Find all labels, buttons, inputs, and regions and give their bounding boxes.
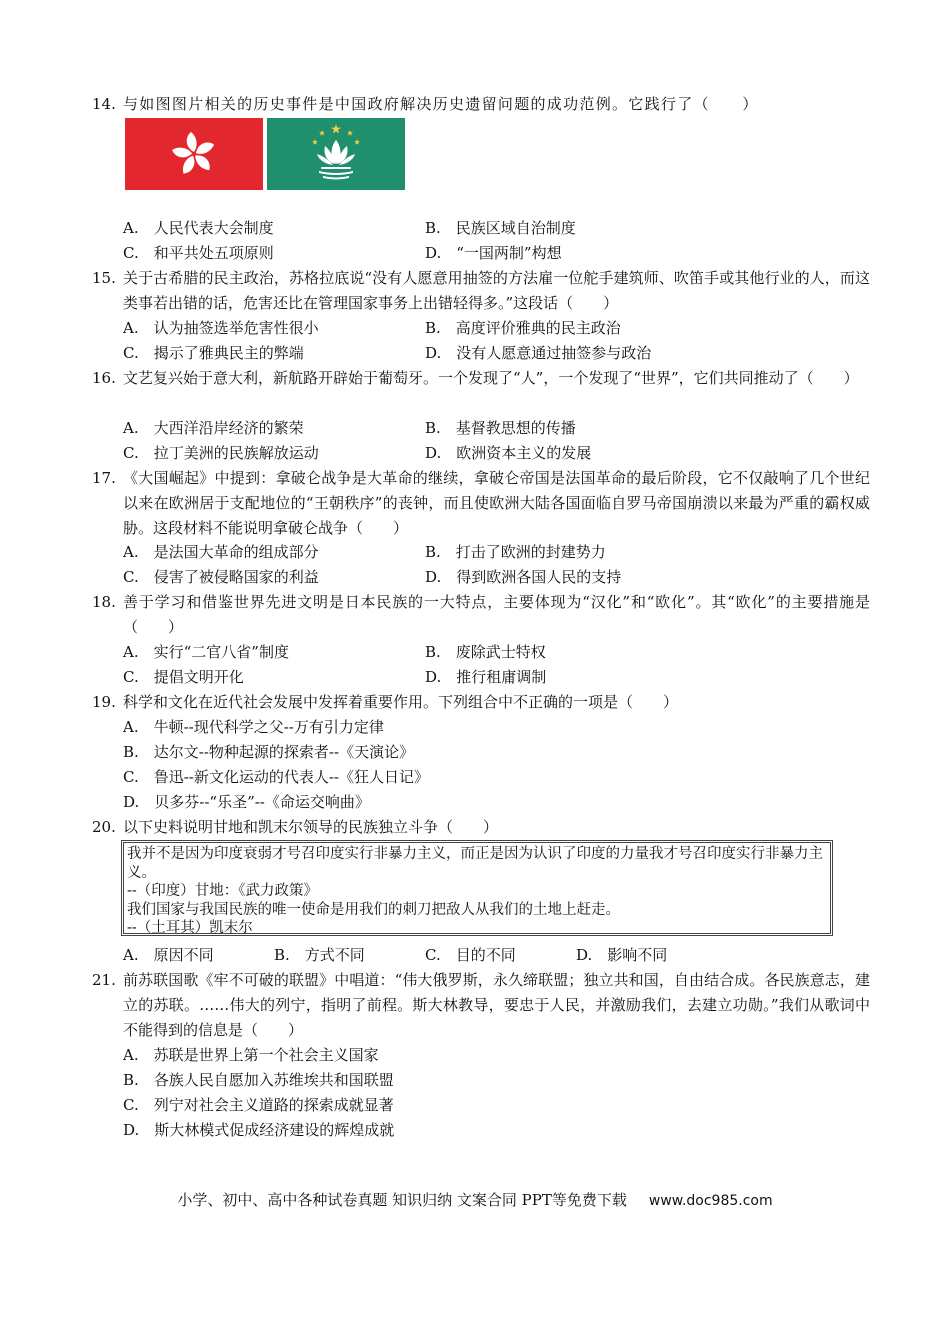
- question-number: 16.: [92, 369, 116, 387]
- q20-option-a: A. 原因不同: [123, 946, 214, 964]
- q15-option-a: A. 认为抽签选举危害性很小: [123, 319, 319, 337]
- question-number: 21.: [92, 971, 116, 989]
- question-text: 文艺复兴始于意大利，新航路开辟始于葡萄牙。一个发现了“人”，一个发现了“世界”，它们共同推动了（ ）: [123, 369, 859, 387]
- macau-flag: [267, 118, 405, 190]
- question-19: [92, 690, 870, 715]
- q20-option-b: B. 方式不同: [274, 946, 365, 964]
- question-21: [92, 968, 870, 1043]
- q19-option-b: B. 达尔文--物种起源的探索者--《天演论》: [123, 743, 415, 761]
- question-20: [92, 815, 870, 840]
- question-text: 关于古希腊的民主政治，苏格拉底说“没有人愿意用抽签的方法雇一位舵手建筑师、吹笛手或其他行业的人，而这类事若出错的话，危害还比在管理国家事务上出错轻得多。”这段话（ ）: [123, 269, 870, 312]
- hong-kong-flag: [125, 118, 263, 190]
- question-text: 《大国崛起》中提到：拿破仑战争是大革命的继续，拿破仑帝国是法国革命的最后阶段，它不仅敲响了几个世纪以来在欧洲居于支配地位的“王朝秩序”的丧钟，而且使欧洲大陆各国面临自罗马帝国崩溃以来最为严重的霸权威胁。这段材料不能说明拿破仑战争（ ）: [123, 469, 870, 537]
- q18-option-a: A. 实行“二官八省”制度: [123, 643, 289, 661]
- q21-option-b: B. 各族人民自愿加入苏维埃共和国联盟: [123, 1071, 394, 1089]
- question-17: [92, 466, 870, 541]
- question-text: 善于学习和借鉴世界先进文明是日本民族的一大特点，主要体现为“汉化”和“欧化”。其“欧化”的主要措施是（ ）: [123, 593, 870, 636]
- q14-option-c: C. 和平共处五项原则: [123, 244, 274, 262]
- q17-option-c: C. 侵害了被侵略国家的利益: [123, 568, 319, 586]
- question-15: [92, 266, 870, 316]
- gandhi-attribution: --（印度）甘地：《武力政策》: [127, 883, 319, 899]
- page-footer: [0, 1190, 950, 1211]
- q18-option-b: B. 废除武士特权: [425, 643, 546, 661]
- question-text: 前苏联国歌《牢不可破的联盟》中唱道：“伟大俄罗斯，永久缔联盟；独立共和国，自由结合成。各民族意志，建立的苏联。……伟大的列宁，指明了前程。斯大林教导，要忠于人民，并激励我们，去建立功勋。”我们从歌词中不能得到的信息是（ ）: [123, 971, 870, 1039]
- question-text: 科学和文化在近代社会发展中发挥着重要作用。下列组合中不正确的一项是（ ）: [123, 693, 679, 711]
- q17-option-d: D. 得到欧洲各国人民的支持: [425, 568, 622, 586]
- q14-option-b: B. 民族区域自治制度: [425, 219, 576, 237]
- q17-option-b: B. 打击了欧洲的封建势力: [425, 543, 606, 561]
- question-text: 与如图图片相关的历史事件是中国政府解决历史遗留问题的成功范例。它践行了（ ）: [123, 95, 759, 113]
- q21-option-c: C. 列宁对社会主义道路的探索成就显著: [123, 1096, 394, 1114]
- q16-option-a: A. 大西洋沿岸经济的繁荣: [123, 419, 304, 437]
- q18-option-c: C. 提倡文明开化: [123, 668, 244, 686]
- footer-url[interactable]: www.doc985.com: [648, 1193, 773, 1209]
- q21-option-a: A. 苏联是世界上第一个社会主义国家: [123, 1046, 379, 1064]
- kemal-quote: 我们国家与我国民族的唯一使命是用我们的刺刀把敌人从我们的土地上赶走。: [127, 901, 620, 918]
- q17-option-a: A. 是法国大革命的组成部分: [123, 543, 319, 561]
- question-text: 以下史料说明甘地和凯末尔领导的民族独立斗争（ ）: [123, 818, 499, 836]
- q14-option-a: A. 人民代表大会制度: [123, 219, 274, 237]
- footer-text: 小学、初中、高中各种试卷真题 知识归纳 文案合同 PPT等免费下载: [177, 1191, 627, 1209]
- q16-option-b: B. 基督教思想的传播: [425, 419, 576, 437]
- gandhi-quote: 我并不是因为印度衰弱才号召印度实行非暴力主义，而正是因为认识了印度的力量我才号召印度实行非暴力主义。: [127, 846, 823, 881]
- q19-option-d: D. 贝多芬--“乐圣”--《命运交响曲》: [123, 793, 370, 811]
- question-16: [92, 366, 870, 391]
- q14-option-d: D. “一国两制”构想: [425, 244, 562, 262]
- question-14: [92, 92, 870, 117]
- q20-option-c: C. 目的不同: [425, 946, 516, 964]
- q15-option-b: B. 高度评价雅典的民主政治: [425, 319, 621, 337]
- q15-option-d: D. 没有人愿意通过抽签参与政治: [425, 344, 652, 362]
- source-material-box: [121, 840, 833, 936]
- question-number: 18.: [92, 593, 116, 611]
- question-number: 20.: [92, 818, 116, 836]
- question-18: [92, 590, 870, 640]
- q20-option-d: D. 影响不同: [576, 946, 668, 964]
- q19-option-c: C. 鲁迅--新文化运动的代表人--《狂人日记》: [123, 768, 429, 786]
- q19-option-a: A. 牛顿--现代科学之父--万有引力定律: [123, 718, 384, 736]
- kemal-attribution: --（土耳其）凯末尔: [127, 920, 253, 936]
- q15-option-c: C. 揭示了雅典民主的弊端: [123, 344, 304, 362]
- q16-option-d: D. 欧洲资本主义的发展: [425, 444, 592, 462]
- q16-option-c: C. 拉丁美洲的民族解放运动: [123, 444, 319, 462]
- question-number: 15.: [92, 269, 116, 287]
- question-number: 17.: [92, 469, 116, 487]
- question-number: 14.: [92, 95, 116, 113]
- q21-option-d: D. 斯大林模式促成经济建设的辉煌成就: [123, 1121, 395, 1139]
- q18-option-d: D. 推行租庸调制: [425, 668, 547, 686]
- question-number: 19.: [92, 693, 116, 711]
